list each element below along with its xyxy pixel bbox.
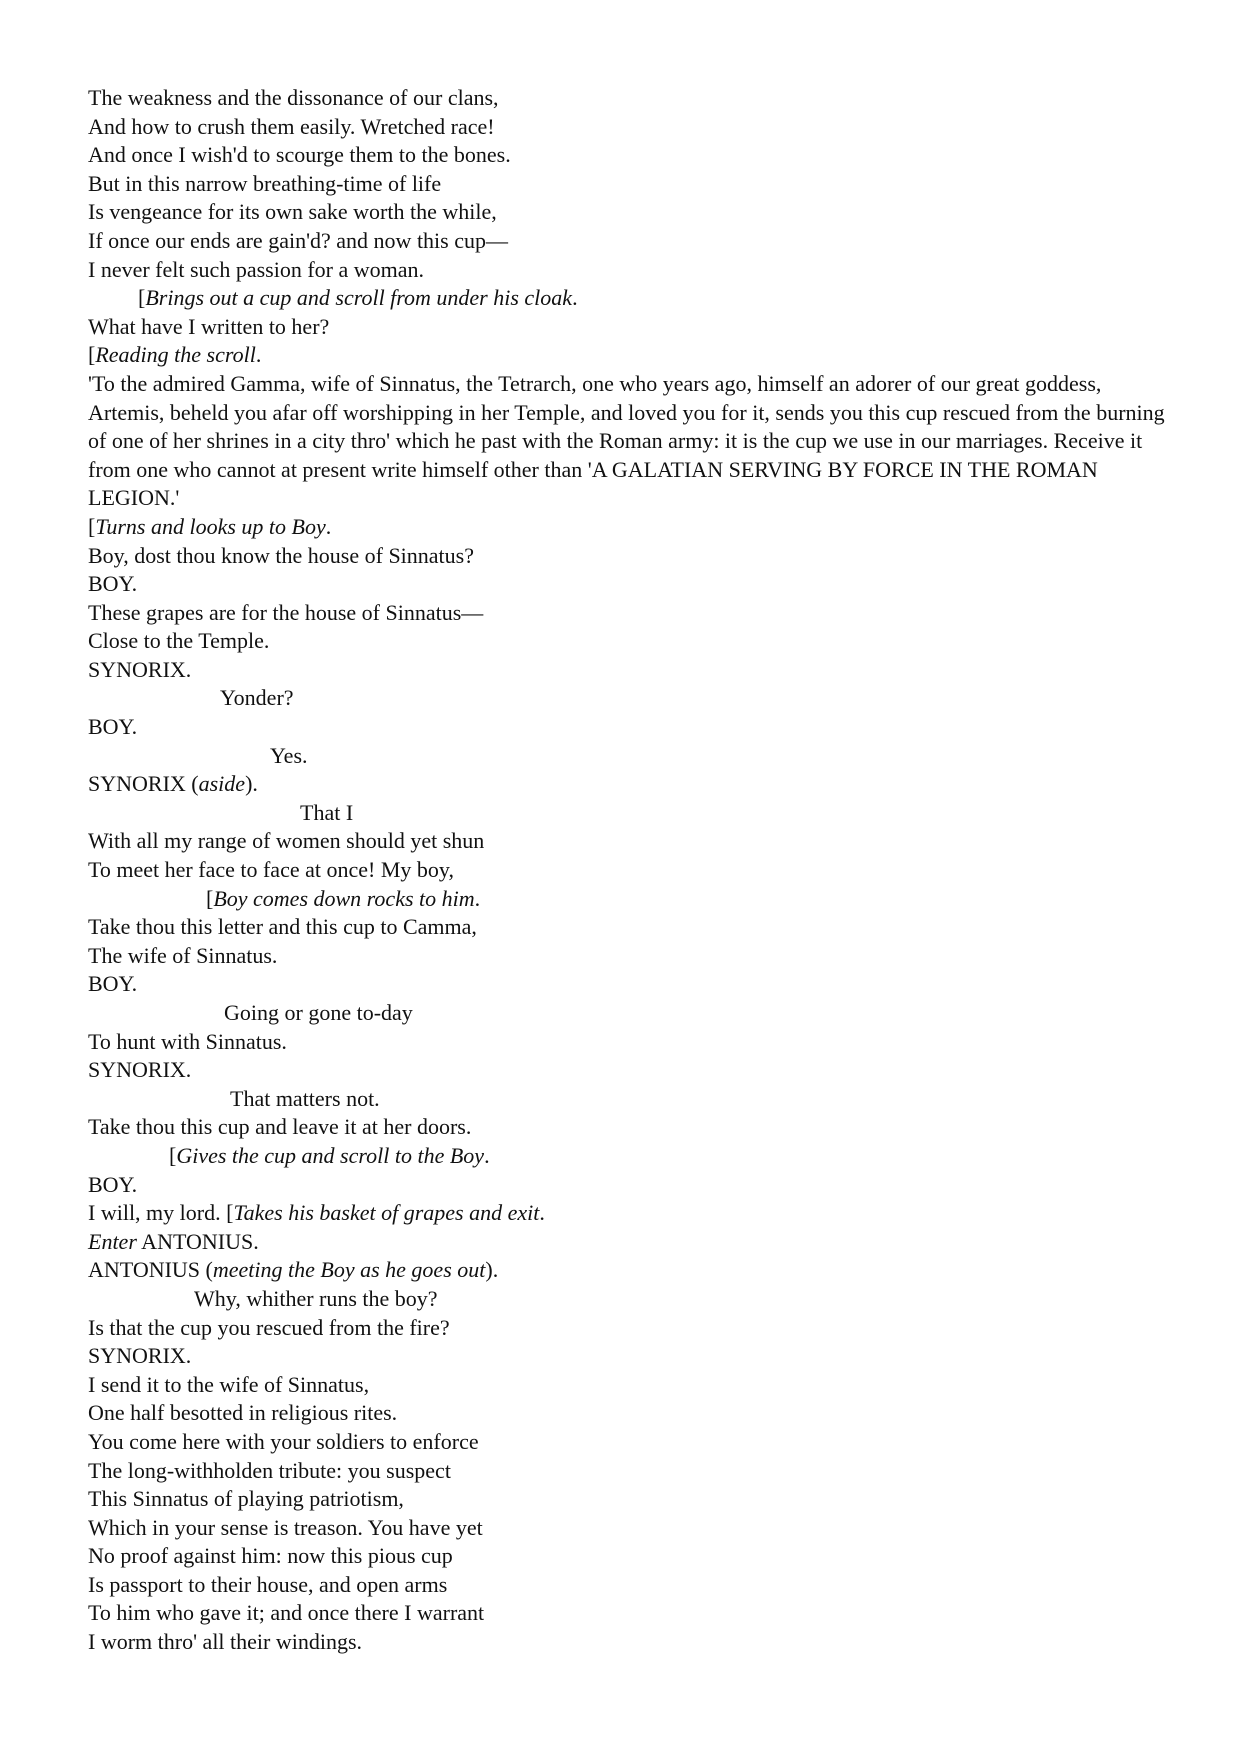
stage-direction: Gives the cup and scroll to the Boy — [176, 1142, 485, 1168]
text-line: The wife of Sinnatus. — [88, 942, 278, 968]
text-line: Which in your sense is treason. You have yet — [88, 1514, 483, 1540]
text-line: But in this narrow breathing-time of life — [88, 170, 442, 196]
text-line: BOY. — [88, 571, 138, 597]
text-line: SYNORIX. — [88, 656, 192, 682]
text-line: To him who gave it; and once there I warrant — [88, 1600, 485, 1626]
text-line: The long-withholden tribute: you suspect — [88, 1457, 451, 1483]
stage-direction: aside — [198, 771, 246, 797]
stage-direction: Boy comes down rocks to him — [213, 885, 475, 911]
text-line: With all my range of women should yet shun — [88, 828, 485, 854]
text-line — [88, 513, 1168, 542]
text-line: Boy, dost thou know the house of Sinnatus? — [88, 542, 474, 568]
text-segment: ). — [485, 1257, 499, 1283]
text-line: Take thou this cup and leave it at her doors. — [88, 1114, 472, 1140]
text-line: That matters not. — [230, 1085, 380, 1111]
text-segment: . — [325, 513, 332, 539]
text-line: BOY. — [88, 971, 138, 997]
text-segment: [ — [88, 342, 96, 368]
text-line: SYNORIX. — [88, 1343, 192, 1369]
text-segment: . — [484, 1142, 490, 1168]
text-line — [88, 341, 1168, 370]
text-line: The weakness and the dissonance of our clans, — [88, 85, 499, 110]
text-segment: ANTONIUS ( — [88, 1257, 213, 1283]
text-line: And how to crush them easily. Wretched race! — [88, 113, 495, 139]
text-line: BOY. — [88, 1171, 138, 1197]
text-line: Is that the cup you rescued from the fire? — [88, 1314, 450, 1340]
stage-direction: meeting the Boy as he goes out — [212, 1257, 486, 1283]
text-segment: I will, my lord. [ — [88, 1200, 234, 1226]
text-segment: [ — [138, 285, 146, 311]
stage-direction: Turns and looks up to Boy — [95, 513, 326, 539]
text-segment: . — [255, 342, 262, 368]
text-line: Close to the Temple. — [88, 628, 270, 654]
text-segment: ). — [245, 771, 258, 797]
text-line: That I — [300, 799, 354, 825]
text-line: Why, whither runs the boy? — [194, 1285, 438, 1311]
text-line: Yes. — [270, 742, 308, 768]
text-line: You come here with your soldiers to enforce — [88, 1428, 479, 1454]
text-line — [88, 885, 1168, 914]
text-line — [88, 770, 1168, 799]
text-line: What have I written to her? — [88, 313, 330, 339]
text-line: SYNORIX. — [88, 1057, 192, 1083]
text-line: One half besotted in religious rites. — [88, 1400, 398, 1426]
text-segment: . — [474, 885, 481, 911]
text-line: These grapes are for the house of Sinnatus— — [88, 599, 484, 625]
stage-direction: Enter — [88, 1228, 137, 1254]
document-page — [88, 84, 1168, 1657]
text-line: To hunt with Sinnatus. — [88, 1028, 287, 1054]
text-line: Take thou this letter and this cup to Camma, — [88, 914, 477, 940]
text-segment: [ — [206, 885, 214, 911]
text-line: This Sinnatus of playing patriotism, — [88, 1486, 404, 1512]
text-line: BOY. — [88, 714, 138, 740]
text-line: I send it to the wife of Sinnatus, — [88, 1371, 370, 1397]
text-segment: SYNORIX ( — [88, 771, 199, 797]
text-line — [88, 1228, 1168, 1257]
stage-direction: Reading the scroll — [95, 342, 256, 368]
text-line: Is passport to their house, and open arms — [88, 1571, 448, 1597]
text-line: Is vengeance for its own sake worth the while, — [88, 199, 497, 225]
text-line — [88, 284, 1168, 313]
text-segment: ANTONIUS. — [136, 1228, 259, 1254]
text-line: If once our ends are gain'd? and now this cup— — [88, 227, 508, 253]
stage-direction: Brings out a cup and scroll from under his cloak — [145, 285, 573, 311]
text-segment: . — [572, 285, 578, 311]
text-line — [88, 1142, 1168, 1171]
scroll-text: 'To the admired Gamma, wife of Sinnatus, the Tetrarch, one who years ago, himself an adorer of our great goddess, Artemis, beheld you afar off worshipping in her Temple, and loved you for it, sends you this cup rescued from the burning of one of her shrines in a city thro' which he past with the Roman army: it is the cup we use in our marriages. Receive it from one who cannot at present write himself other than 'A GALATIAN SERVING BY FORCE IN THE ROMAN LEGION.' — [88, 370, 1165, 511]
stage-direction: Takes his basket of grapes and exit — [233, 1200, 540, 1226]
text-segment: . — [539, 1200, 545, 1226]
text-line: No proof against him: now this pious cup — [88, 1543, 453, 1569]
text-line: Going or gone to-day — [224, 1000, 413, 1025]
text-line: I never felt such passion for a woman. — [88, 256, 425, 282]
text-segment: [ — [88, 513, 96, 539]
text-line: And once I wish'd to scourge them to the bones. — [88, 142, 511, 168]
text-segment: [ — [169, 1142, 177, 1168]
text-line: To meet her face to face at once! My boy, — [88, 857, 454, 883]
text-line — [88, 1256, 1168, 1285]
text-line: Yonder? — [220, 685, 294, 711]
text-line: I worm thro' all their windings. — [88, 1629, 363, 1655]
text-line — [88, 1199, 1168, 1228]
